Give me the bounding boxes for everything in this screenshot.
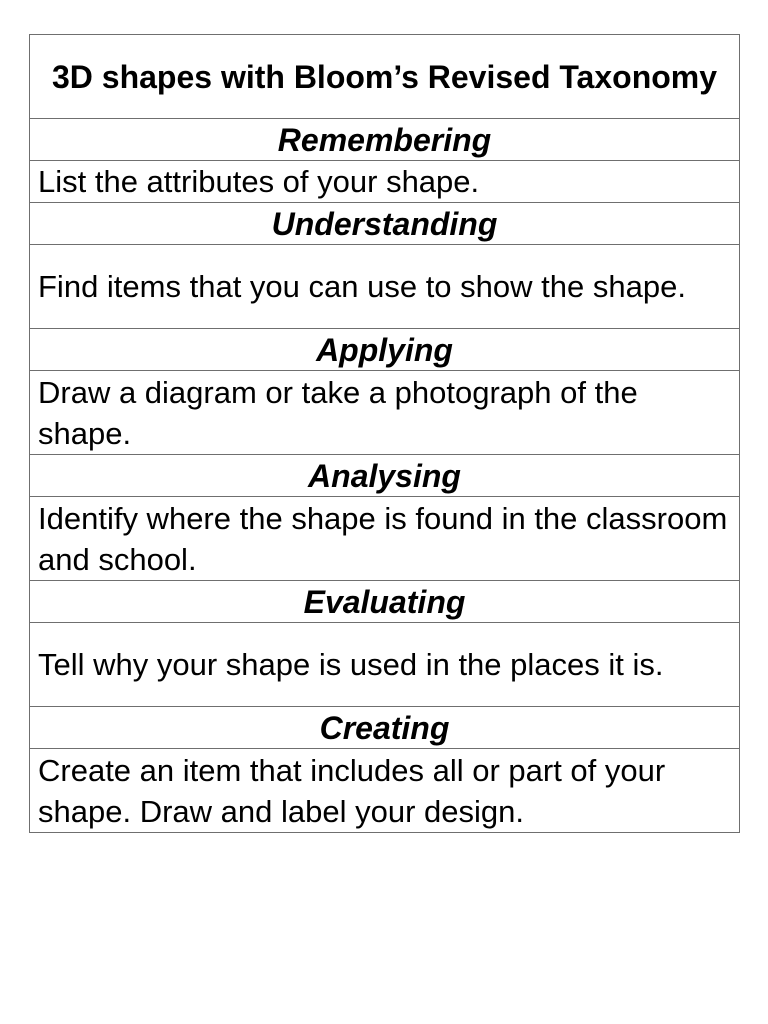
section-heading-evaluating: Evaluating	[30, 581, 740, 623]
section-text-analysing: Identify where the shape is found in the classroom and school.	[30, 497, 740, 581]
taxonomy-table	[29, 34, 740, 833]
section-text-row	[30, 245, 740, 329]
section-text-creating: Create an item that includes all or part of your shape. Draw and label your design.	[30, 749, 740, 833]
section-text-understanding: Find items that you can use to show the shape.	[30, 245, 740, 329]
taxonomy-sheet	[29, 34, 740, 833]
section-heading-row	[30, 119, 740, 161]
section-heading-row	[30, 455, 740, 497]
section-heading-understanding: Understanding	[30, 203, 740, 245]
section-text-applying: Draw a diagram or take a photograph of the shape.	[30, 371, 740, 455]
section-heading-analysing: Analysing	[30, 455, 740, 497]
section-text-row	[30, 497, 740, 581]
section-text-evaluating: Tell why your shape is used in the places it is.	[30, 623, 740, 707]
section-heading-creating: Creating	[30, 707, 740, 749]
section-text-row	[30, 623, 740, 707]
section-heading-row	[30, 329, 740, 371]
section-heading-row	[30, 581, 740, 623]
title-row	[30, 35, 740, 119]
section-text-row	[30, 371, 740, 455]
table-title: 3D shapes with Bloom’s Revised Taxonomy	[30, 35, 740, 119]
section-heading-row	[30, 707, 740, 749]
section-heading-applying: Applying	[30, 329, 740, 371]
section-text-remembering: List the attributes of your shape.	[30, 161, 740, 203]
section-text-row	[30, 749, 740, 833]
section-heading-row	[30, 203, 740, 245]
section-text-row	[30, 161, 740, 203]
section-heading-remembering: Remembering	[30, 119, 740, 161]
